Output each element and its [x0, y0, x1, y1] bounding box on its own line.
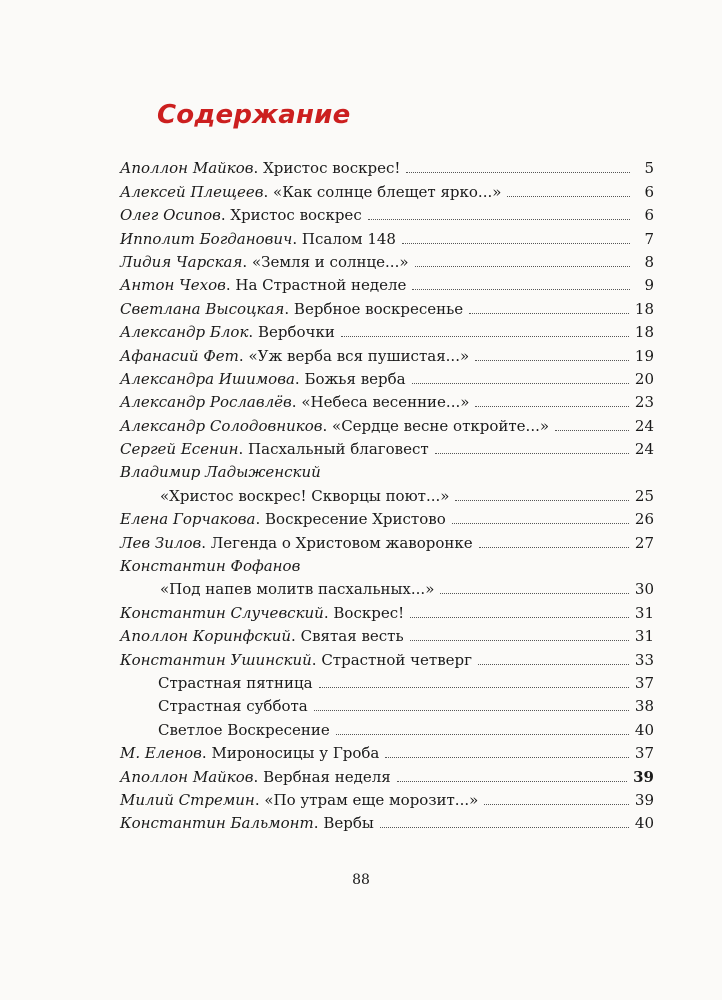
toc-entry[interactable] — [120, 575, 654, 598]
toc-title: Вербы — [323, 814, 374, 833]
toc-author: Аполлон Майков — [120, 159, 254, 178]
dot-leader — [475, 406, 628, 407]
toc-author: Константин Бальмонт — [120, 814, 314, 833]
dot-leader — [380, 827, 629, 828]
toc-entry[interactable]: М. Еленов. Мироносицы у Гроба 37 — [120, 744, 654, 763]
dot-leader — [415, 266, 630, 267]
toc-title: «Уж верба вся пушистая...» — [248, 346, 470, 365]
toc-page: 19 — [634, 346, 654, 365]
toc-author: Ипполит Богданович — [120, 229, 293, 248]
toc-page: 6 — [644, 182, 654, 201]
toc-page: 30 — [634, 580, 654, 599]
toc-title: Страстная суббота — [158, 697, 308, 716]
toc-author: М. Еленов — [120, 744, 202, 763]
toc-title: «Как солнце блещет ярко...» — [273, 182, 502, 201]
toc-author: Константин Случевский — [120, 603, 324, 622]
toc-page: 40 — [634, 720, 654, 739]
dot-leader — [402, 243, 630, 244]
toc-entry[interactable]: Александр Солодовников. «Сердце весне откройте...» 24 — [120, 416, 654, 435]
toc-page: 39 — [633, 767, 654, 786]
toc-entry[interactable]: Аполлон Коринфский. Святая весть 31 — [120, 627, 654, 646]
toc-page: 40 — [634, 814, 654, 833]
dot-leader — [435, 453, 629, 454]
toc-page: 8 — [644, 252, 654, 271]
toc-title: Воскресение Христово — [265, 510, 446, 529]
toc-title: Пасхальный благовест — [248, 440, 429, 459]
dot-leader — [412, 289, 630, 290]
toc-author: Афанасий Фет — [120, 346, 239, 365]
toc-author: Владимир Ладыженский — [120, 463, 321, 482]
toc-entry[interactable]: Аполлон Майков. Христос воскрес! 5 — [120, 159, 654, 178]
dot-leader — [452, 523, 629, 524]
dot-leader — [478, 664, 629, 665]
toc-title: «Земля и солнце...» — [251, 252, 409, 271]
toc-author: Александр Блок — [120, 323, 249, 342]
toc-entry[interactable]: Александра Ишимова. Божья верба 20 — [120, 369, 654, 388]
toc-title: «По утрам еще морозит...» — [264, 790, 479, 809]
toc-title: Мироносицы у Гроба — [211, 744, 380, 763]
toc-entry[interactable]: Елена Горчакова. Воскресение Христово 26 — [120, 510, 654, 529]
toc-entry[interactable]: Лев Зилов. Легенда о Христовом жаворонке 27 — [120, 533, 654, 552]
toc-entry[interactable]: Константин Ушинский. Страстной четверг 33 — [120, 650, 654, 669]
dot-leader — [314, 710, 629, 711]
toc-page: 25 — [634, 486, 654, 505]
toc-entry[interactable]: Милий Стремин. «По утрам еще морозит...» 39 — [120, 790, 654, 809]
toc-entry[interactable] — [120, 692, 654, 715]
toc-author: Аполлон Майков — [120, 767, 254, 786]
toc-title: Вербное воскресенье — [293, 299, 464, 318]
toc-author: Светлана Высоцкая — [120, 299, 285, 318]
toc-entry[interactable]: Лидия Чарская. «Земля и солнце...» 8 — [120, 252, 654, 271]
toc-title: На Страстной неделе — [235, 276, 407, 295]
toc-title: «Небеса весенние...» — [301, 393, 470, 412]
dot-leader — [555, 430, 629, 431]
page-number: 88 — [352, 872, 370, 888]
toc-author: Алексей Плещеев — [120, 182, 264, 201]
dot-leader — [484, 804, 629, 805]
toc-page: 39 — [634, 790, 654, 809]
toc-page: 23 — [634, 393, 654, 412]
dot-leader — [412, 383, 629, 384]
toc-page: 18 — [634, 323, 654, 342]
toc-author: Сергей Есенин — [120, 440, 239, 459]
toc-author: Елена Горчакова — [120, 510, 256, 529]
toc-author: Константин Ушинский — [120, 650, 312, 669]
toc-entry[interactable]: Александр Блок. Вербочки 18 — [120, 323, 654, 342]
toc-page: 24 — [634, 440, 654, 459]
toc-author: Александр Рославлёв — [120, 393, 292, 412]
dot-leader — [475, 360, 629, 361]
toc-author: Александра Ишимова — [120, 369, 295, 388]
toc-entry[interactable]: Антон Чехов. На Страстной неделе 9 — [120, 276, 654, 295]
toc-entry[interactable] — [120, 481, 654, 504]
toc-author: Лидия Чарская — [120, 252, 243, 271]
dot-leader — [319, 687, 629, 688]
dot-leader — [479, 547, 629, 548]
dot-leader — [406, 172, 630, 173]
dot-leader — [368, 219, 630, 220]
toc-title: Святая весть — [300, 627, 404, 646]
toc-title: Страстная пятница — [158, 673, 313, 692]
toc-page: 18 — [634, 299, 654, 318]
toc-author: Лев Зилов — [120, 533, 202, 552]
toc-title: Христос воскрес! — [263, 159, 401, 178]
toc-entry[interactable]: Сергей Есенин. Пасхальный благовест 24 — [120, 440, 654, 459]
toc-page: 9 — [644, 276, 654, 295]
toc-page: 38 — [634, 697, 654, 716]
dot-leader — [341, 336, 629, 337]
dot-leader — [397, 781, 627, 782]
toc-author: Константин Фофанов — [120, 557, 301, 576]
toc-entry[interactable] — [120, 715, 654, 738]
toc-entry[interactable]: Константин Случевский. Воскрес! 31 — [120, 603, 654, 622]
toc-author: Александр Солодовников — [120, 416, 323, 435]
toc-page: 33 — [634, 650, 654, 669]
dot-leader — [410, 617, 629, 618]
toc-title: «Под напев молитв пасхальных...» — [160, 580, 435, 599]
dot-leader — [336, 734, 629, 735]
toc-author: Аполлон Коринфский — [120, 627, 292, 646]
dot-leader — [440, 593, 629, 594]
toc-page: 26 — [634, 510, 654, 529]
toc-page: 7 — [644, 229, 654, 248]
toc-entry[interactable]: Алексей Плещеев. «Как солнце блещет ярко...» 6 — [120, 182, 654, 201]
toc-entry[interactable]: Светлана Высоцкая. Вербное воскресенье 18 — [120, 299, 654, 318]
toc-page: 6 — [644, 206, 654, 225]
table-of-contents — [120, 154, 654, 832]
toc-title: Воскрес! — [333, 603, 405, 622]
toc-title: «Христос воскрес! Скворцы поют...» — [160, 486, 450, 505]
toc-page: 24 — [634, 416, 654, 435]
toc-title: Вербная неделя — [263, 767, 391, 786]
toc-title: «Сердце весне откройте...» — [332, 416, 550, 435]
toc-title: Вербочки — [257, 323, 335, 342]
toc-author: Антон Чехов — [120, 276, 226, 295]
toc-title: Светлое Воскресение — [158, 720, 330, 739]
toc-title: Страстной четверг — [321, 650, 473, 669]
toc-entry[interactable]: Александр Рославлёв. «Небеса весенние...» 23 — [120, 393, 654, 412]
toc-title: Божья верба — [304, 369, 406, 388]
page-title: Содержание — [157, 100, 351, 130]
toc-title: Легенда о Христовом жаворонке — [210, 533, 473, 552]
dot-leader — [507, 196, 630, 197]
toc-entry[interactable]: Константин Бальмонт. Вербы 40 — [120, 814, 654, 833]
toc-author-heading — [120, 458, 654, 481]
toc-entry[interactable]: Олег Осипов. Христос воскрес 6 — [120, 206, 654, 225]
toc-page: 31 — [634, 603, 654, 622]
toc-page: 37 — [634, 673, 654, 692]
toc-author: Милий Стремин — [120, 790, 255, 809]
toc-page: 20 — [634, 369, 654, 388]
toc-title: Псалом 148 — [301, 229, 396, 248]
toc-author-heading — [120, 552, 654, 575]
toc-title: Христос воскрес — [230, 206, 362, 225]
toc-author: Олег Осипов — [120, 206, 221, 225]
toc-entry[interactable]: Аполлон Майков. Вербная неделя 39 — [120, 767, 654, 786]
toc-entry[interactable]: Ипполит Богданович. Псалом 148 7 — [120, 229, 654, 248]
toc-page: 27 — [634, 533, 654, 552]
dot-leader — [410, 640, 629, 641]
dot-leader — [455, 500, 628, 501]
dot-leader — [469, 313, 629, 314]
toc-page: 37 — [634, 744, 654, 763]
toc-entry[interactable]: Афанасий Фет. «Уж верба вся пушистая...» 19 — [120, 346, 654, 365]
dot-leader — [385, 757, 629, 758]
toc-page: 5 — [644, 159, 654, 178]
toc-entry[interactable] — [120, 669, 654, 692]
toc-page: 31 — [634, 627, 654, 646]
